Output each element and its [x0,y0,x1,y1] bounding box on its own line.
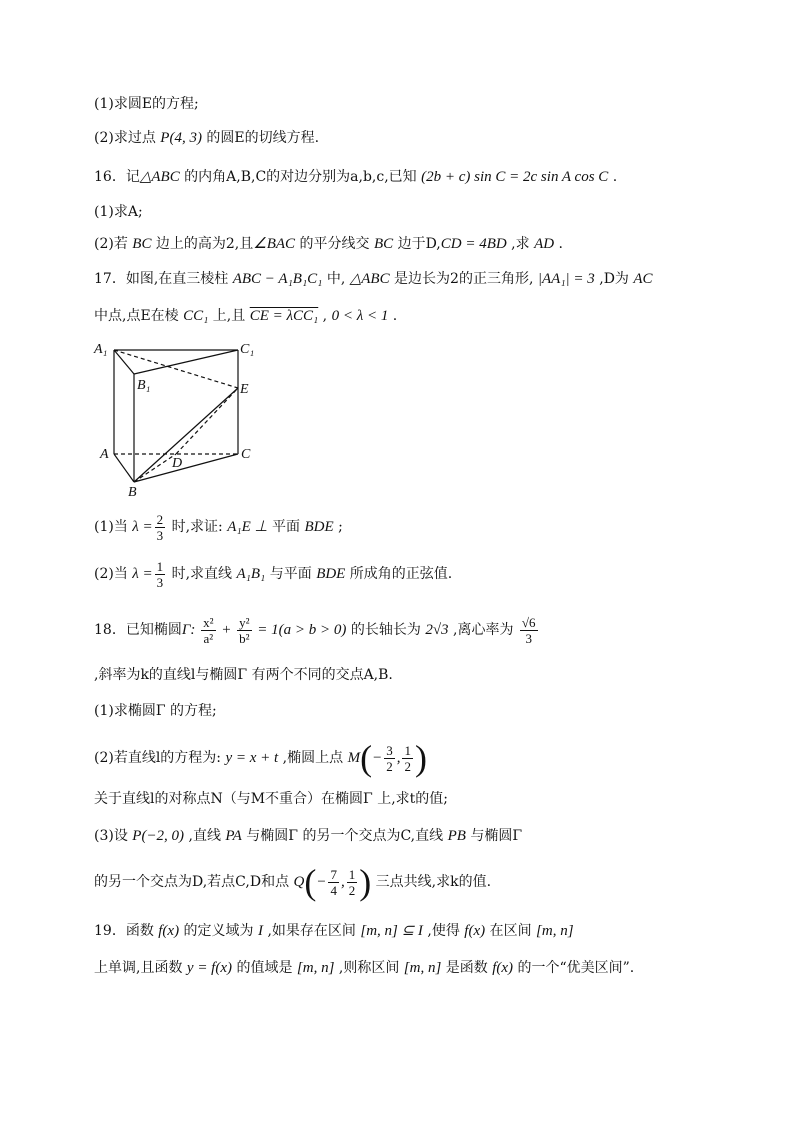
fraction-one-third [155,559,166,590]
comma: , [396,750,401,766]
text: 平面 [267,519,305,535]
numerator: 2 [156,511,164,527]
math: CC₁ [183,308,209,324]
fraction-eccentricity [520,615,538,646]
text: ,则称区间 [334,960,404,976]
text: (1)求A; [94,204,143,220]
math: CD = 4BD [440,236,507,252]
math: A₁E ⊥ [227,519,268,535]
numerator: 7 [330,866,337,882]
math: △ABC [349,271,390,287]
question-18-part-2-line-1 [94,738,427,778]
math: λ = [132,566,153,582]
text: 的内角A,B,C的对边分别为a,b,c,已知 [179,169,422,185]
math-equation: (2b + c) sin C = 2c sin A cos C [421,169,609,185]
text: 在区间 [485,923,537,939]
denominator: 2 [386,758,393,774]
text: 时,求直线 [167,566,237,582]
text: , [318,308,332,324]
math: ∠BAC [253,236,296,252]
question-18-part-3-line-2 [94,862,491,902]
math: Γ: [181,622,200,638]
text: 边上的高为2,且 [151,236,254,252]
prism-figure [90,336,270,502]
question-number: 18．已知椭圆 [94,622,182,638]
question-16-part-1 [94,202,143,222]
text: ; [333,519,343,535]
edge-a-b [114,454,134,482]
text: 所成角的正弦值. [345,566,453,582]
paren-right: ) [359,862,372,902]
math: y = x + t [225,750,279,766]
math: PB [447,828,466,844]
question-number: 17．如图,在直三棱柱 [94,271,233,287]
text: (3)设 [94,828,133,844]
question-number: 19．函数 [94,923,159,939]
text: . [554,236,563,252]
text: ,如果存在区间 [263,923,361,939]
text: ,D为 [594,271,634,287]
text: 的另一个交点为D,若点C,D和点 [94,874,294,890]
fraction-x2-a2 [201,615,215,646]
math: AC [633,271,653,287]
text: 与平面 [265,566,317,582]
numerator: 1 [404,742,411,758]
math: f(x) [464,923,486,939]
text: (2)若直线l的方程为: [94,750,226,766]
math: PA [225,828,242,844]
text: ,椭圆上点 [278,750,348,766]
label-c1: C₁ [240,342,255,357]
segment-d-e-hidden [176,388,238,454]
denominator: 3 [156,527,164,543]
math-point-p: P(4, 3) [160,130,202,146]
text: 的一个“优美区间”. [513,960,635,976]
text: ,斜率为k的直线l与椭圆Γ 有两个不同的交点A,B. [94,667,393,683]
text: 时,求证: [167,519,228,535]
comma: , [340,874,345,890]
text: 边于D, [393,236,441,252]
question-16-part-2 [94,234,563,254]
math: [m, n] [403,960,442,976]
text: (1)求圆E的方程; [94,96,199,112]
edge-b1-c1 [134,350,238,374]
math: BDE [304,519,334,535]
numerator: y² [239,614,250,630]
label-d: D [172,456,183,471]
math: λ = [132,519,153,535]
text: ,直线 [184,828,226,844]
numerator: x² [203,614,214,630]
math: [m, n] [536,923,574,939]
numerator: 1 [156,558,164,574]
denominator: 2 [348,882,356,898]
text: 上,且 [208,308,250,324]
question-15-part-2 [94,128,319,148]
text: ,求 [506,236,535,252]
question-19-stem-line-2 [94,958,634,978]
math: A₁B₁ [236,566,266,582]
question-17-stem-line-1 [94,269,653,289]
fraction-m-x [384,743,395,774]
text: (2)求过点 [94,130,161,146]
minus-sign: − [316,874,327,890]
question-17-stem-line-2 [94,306,397,326]
math-vector: CE = λCC₁ [249,308,319,324]
label-b: B [128,485,137,500]
text: 是函数 [441,960,493,976]
fraction-two-thirds [155,512,166,543]
fraction-q-y [347,867,358,898]
question-19-stem-line-1 [94,921,574,941]
math: BC [132,236,152,252]
label-e: E [240,382,249,397]
text: . [388,308,398,324]
question-18-part-2-line-2 [94,789,448,809]
denominator: 4 [330,882,337,898]
question-18-stem-line-1 [94,613,540,647]
text: 的圆E的切线方程. [201,130,320,146]
label-a1: A₁ [94,342,108,357]
label-c: C [241,447,251,462]
paren-right: ) [414,738,427,778]
denominator: 3 [156,574,164,590]
text: 的值域是 [232,960,297,976]
fraction-y2-b2 [237,615,251,646]
text: (1)当 [94,519,133,535]
numerator: √6 [521,614,536,630]
text: 的长轴长为 [346,622,426,638]
math: 2√3 [425,622,449,638]
label-a: A [100,447,109,462]
math: y = f(x) [186,960,233,976]
question-17-part-1 [94,511,343,543]
question-18-stem-line-2 [94,665,393,685]
text: 三点共线,求k的值. [371,874,492,890]
math: f(x) [158,923,180,939]
paren-left: ( [304,862,317,902]
text: 的定义域为 [179,923,258,939]
text: 与椭圆Γ 的另一个交点为C,直线 [241,828,448,844]
denominator: 2 [404,758,411,774]
question-17-part-2 [94,558,452,590]
text: (2)当 [94,566,133,582]
minus-sign: − [372,750,383,766]
denominator: a² [203,630,214,646]
text: (2)若 [94,236,133,252]
math: = 1(a > b > 0) [253,622,347,638]
text: (1)求椭圆Γ 的方程; [94,703,217,719]
math: AD [534,236,555,252]
math: + [217,622,236,638]
math: [m, n] ⊆ I [360,923,423,939]
math: P(−2, 0) [132,828,185,844]
math: Q [293,874,305,890]
paren-left: ( [360,738,373,778]
math: 0 < λ < 1 [331,308,389,324]
denominator: b² [239,630,250,646]
text: 的平分线交 [295,236,374,252]
question-16-stem [94,167,617,187]
question-15-part-1 [94,94,199,114]
text: 中, [322,271,350,287]
segment-b-d-hidden [134,454,176,482]
text: . [608,169,618,185]
math: [m, n] [296,960,335,976]
text: 中点,点E在棱 [94,308,184,324]
math: M [347,750,361,766]
label-b1: B₁ [137,378,151,393]
text: 上单调,且函数 [94,960,187,976]
text: ,离心率为 [448,622,518,638]
denominator: 3 [525,630,532,646]
math: BDE [316,566,346,582]
numerator: 1 [348,866,356,882]
text: 与椭圆Γ [465,828,523,844]
math: f(x) [492,960,514,976]
text: 是边长为2的正三角形, [389,271,538,287]
math: △ABC [139,169,180,185]
math: I [258,923,263,939]
numerator: 3 [386,742,393,758]
fraction-m-y [402,743,413,774]
question-18-part-1 [94,701,217,721]
math: BC [373,236,394,252]
text: ,使得 [422,923,465,939]
text: 关于直线l的对称点N（与M不重合）在椭圆Γ 上,求t的值; [94,791,449,807]
question-18-part-3-line-1 [94,826,522,846]
math: |AA₁| = 3 [537,271,595,287]
question-number: 16．记 [94,169,140,185]
segment-a1-e-hidden [114,350,238,388]
fraction-q-x [328,867,339,898]
math: ABC − A₁B₁C₁ [232,271,323,287]
